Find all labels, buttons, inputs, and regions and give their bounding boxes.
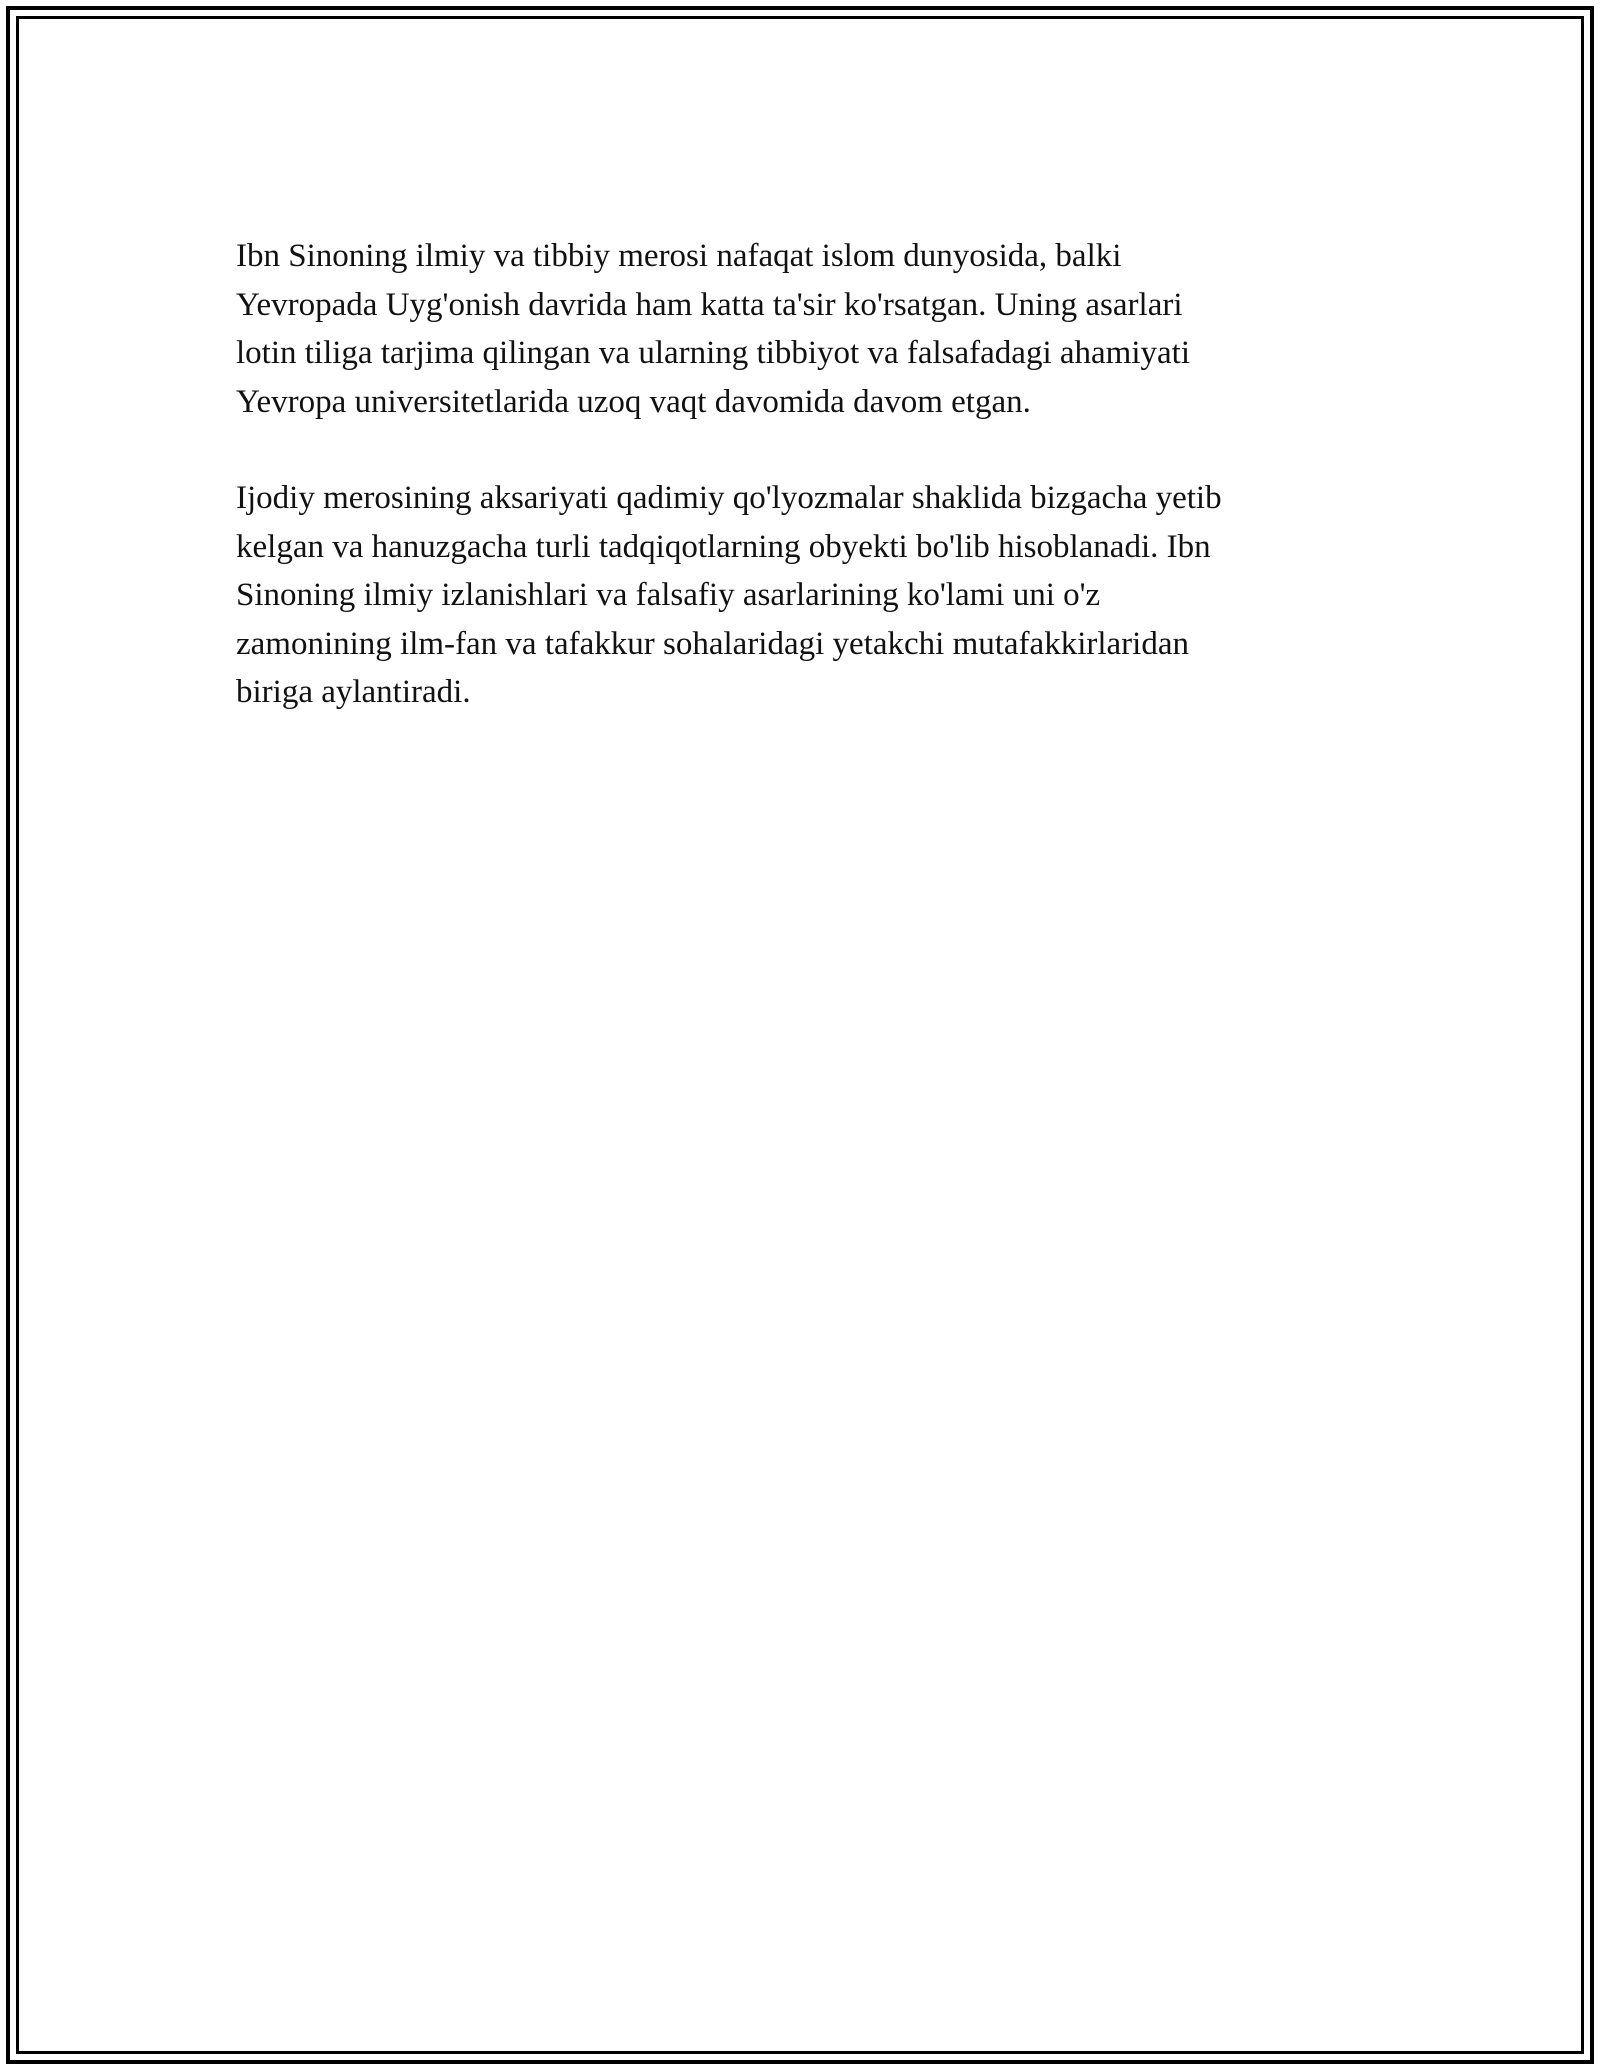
paragraph-line: biriga aylantiradi.	[236, 674, 471, 710]
document-body	[236, 232, 1366, 765]
paragraph-line: lotin tiliga tarjima qilingan va ularning tibbiyot va falsafadagi ahamiyati	[236, 335, 1190, 371]
paragraph-line: Ijodiy merosining aksariyati qadimiy qo'lyozmalar shaklida bizgacha yetib	[236, 480, 1222, 516]
paragraph-line: Ibn Sinoning ilmiy va tibbiy merosi nafaqat islom dunyosida, balki	[236, 238, 1122, 274]
paragraph-line: Sinoning ilmiy izlanishlari va falsafiy asarlarining ko'lami uni o'z	[236, 577, 1101, 613]
paragraph-line: kelgan va hanuzgacha turli tadqiqotlarning obyekti bo'lib hisoblanadi. Ibn	[236, 528, 1211, 565]
paragraph-line: Yevropada Uyg'onish davrida ham katta ta'sir ko'rsatgan. Uning asarlari	[236, 286, 1183, 323]
paragraph-1	[236, 232, 1366, 426]
paragraph-line: zamonining ilm-fan va tafakkur sohalaridagi yetakchi mutafakkirlaridan	[236, 625, 1189, 662]
paragraph-2	[236, 474, 1366, 717]
paragraph-line: Yevropa universitetlarida uzoq vaqt davomida davom etgan.	[236, 383, 1031, 420]
